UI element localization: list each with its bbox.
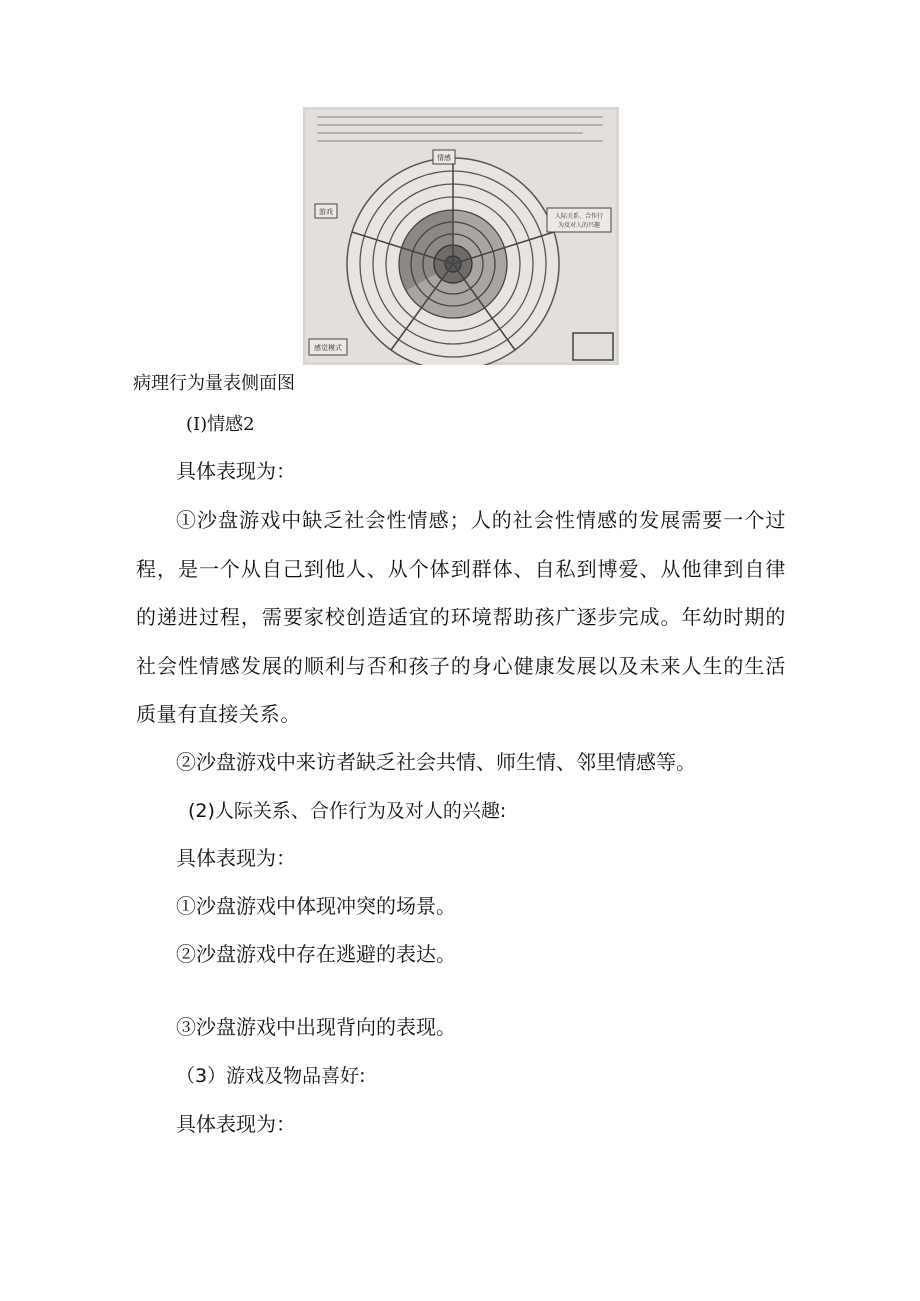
label-box-bottom-left [309, 339, 347, 355]
label-box-left [315, 204, 337, 218]
section-2-intro: 具体表现为： [176, 846, 296, 870]
label-box-right [547, 208, 611, 232]
label-box-top [433, 150, 455, 164]
figure-caption: 病理行为量表侧面图 [133, 373, 295, 394]
section-2-item-2: ②沙盘游戏中存在逃避的表达。 [176, 942, 456, 966]
section-1-item-2: ②沙盘游戏中来访者缺乏社会共情、师生情、邻里情感等。 [176, 750, 696, 774]
photo-label-left: 游戏 [319, 208, 333, 216]
scale-profile-photo [303, 107, 619, 365]
photo-label-top: 情感 [437, 154, 451, 162]
photo-label-bottom-left: 感觉模式 [314, 344, 342, 352]
photo-label-right-2: 为及对人的兴趣 [557, 222, 601, 229]
section-3-heading: （3）游戏及物品喜好: [176, 1065, 366, 1087]
section-1-heading: (I)情感2 [186, 414, 255, 435]
section-1-intro: 具体表现为： [176, 459, 296, 483]
photo-label-right-1: 人际关系、合作行 [554, 213, 604, 220]
section-3-intro: 具体表现为： [176, 1112, 296, 1136]
section-2-item-1: ①沙盘游戏中体现冲突的场景。 [176, 894, 456, 918]
circular-profile-chart [303, 107, 619, 365]
section-2-heading: (2)人际关系、合作行为及对人的兴趣: [188, 800, 507, 822]
section-1-item-1: ①沙盘游戏中缺乏社会性情感；人的社会性情感的发展需要一个过程，是一个从自己到他人、从个体到群体、自私到博爱、从他律到自律的递进过程，需要家校创造适宜的环境帮助孩广逐步完成。年幼时期的社会性情感发展的顺利与否和孩子的身心健康发展以及未来人生的生活质量有直接关系。 [136, 508, 786, 727]
section-2-item-3: ③沙盘游戏中出现背向的表现。 [176, 1015, 456, 1039]
